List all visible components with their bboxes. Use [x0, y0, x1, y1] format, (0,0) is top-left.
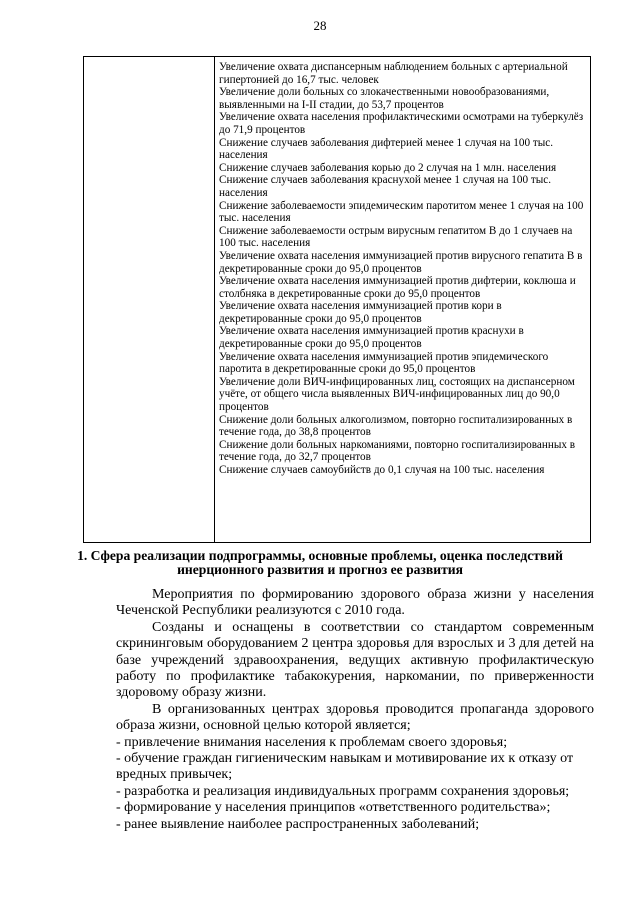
table-item: Снижение случаев заболевания дифтерией менее 1 случая на 100 тыс. населения [219, 136, 554, 162]
table-item: Увеличение охвата населения иммунизацией против краснухи в декретированные сроки до 95,0 процентов [219, 325, 524, 351]
table-item: Снижение случаев самоубийств до 0,1 случая на 100 тыс. населения [219, 464, 545, 476]
table-item: Увеличение доли ВИЧ-инфицированных лиц, состоящих на диспансерном учёте, от общего числа выявленных ВИЧ-инфицированных лиц до 90,0 процентов [219, 375, 575, 414]
table-item: Увеличение доли больных со злокачественными новообразованиями, выявленными на I-II стадии, до 53,7 процентов [219, 86, 550, 111]
paragraph: Созданы и оснащены в соответствии со стандартом современным скрининговым оборудованием 2 центра здоровья для взрослых и 3 для детей на базе учреждений здравоохранения, ведущих активную профилактическую работу по профилактике табакокурения, наркомании, по приверженности здоровому образу жизни. [116, 619, 594, 701]
table-item: Снижение заболеваемости острым вирусным гепатитом В до 1 случаев на 100 тыс. населения [219, 224, 573, 250]
table-item: Увеличение охвата населения иммунизацией против кори в декретированные сроки до 95,0 процентов [219, 300, 502, 325]
table-left-cell [84, 57, 215, 542]
table-item: Снижение доли больных наркоманиями, повторно госпитализированных в течение года, до 32,7 процентов [219, 438, 576, 464]
section-body [116, 587, 594, 833]
bullet-item: - ранее выявление наиболее распространенных заболеваний; [116, 816, 480, 832]
section-heading: 1. Сфера реализации подпрограммы, основные проблемы, оценка последствий инерционного развития и прогноз ее развития [77, 548, 563, 577]
paragraph: Мероприятия по формированию здорового образа жизни у населения Чеченской Республики реализуются с 2010 года. [116, 587, 594, 619]
table-item: Увеличение охвата диспансерным наблюдением больных с артериальной гипертонией до 16,7 тыс. человек [219, 61, 568, 86]
table-item: Снижение случаев заболевания краснухой менее 1 случая на 100 тыс. населения [219, 174, 551, 199]
bullet-item: - разработка и реализация индивидуальных программ сохранения здоровья; [116, 783, 570, 799]
table-item: Увеличение охвата населения иммунизацией против дифтерии, коклюша и столбняка в декретированные сроки до 95,0 процентов [219, 275, 576, 300]
table-item: Увеличение охвата населения иммунизацией против вирусного гепатита В в декретированные сроки до 95,0 процентов [219, 249, 583, 275]
indicators-table [83, 56, 591, 543]
table-item: Снижение заболеваемости эпидемическим паротитом менее 1 случая на 100 тыс. населения [219, 199, 584, 225]
bullet-item: - обучение граждан гигиеническим навыкам и мотивирование их к отказу от вредных привычек; [116, 751, 574, 783]
bullet-item: - формирование у населения принципов «ответственного родительства»; [116, 800, 551, 816]
paragraph: В организованных центрах здоровья проводится пропаганда здорового образа жизни, основной целью которой является; [116, 701, 594, 734]
table-item: Увеличение охвата населения профилактическими осмотрами на туберкулёз до 71,9 процентов [219, 111, 584, 136]
bullet-item: - привлечение внимания населения к проблемам своего здоровья; [116, 734, 508, 750]
table-right-cell [215, 57, 590, 477]
table-item: Снижение случаев заболевания корью до 2 случая на 1 млн. населения [219, 161, 557, 174]
table-item: Увеличение охвата населения иммунизацией против эпидемического паротита в декретированные сроки до 95,0 процентов [219, 350, 549, 376]
page-number: 28 [313, 18, 327, 33]
table-item: Снижение доли больных алкоголизмом, повторно госпитализированных в течение года, до 38,8 процентов [219, 413, 573, 439]
